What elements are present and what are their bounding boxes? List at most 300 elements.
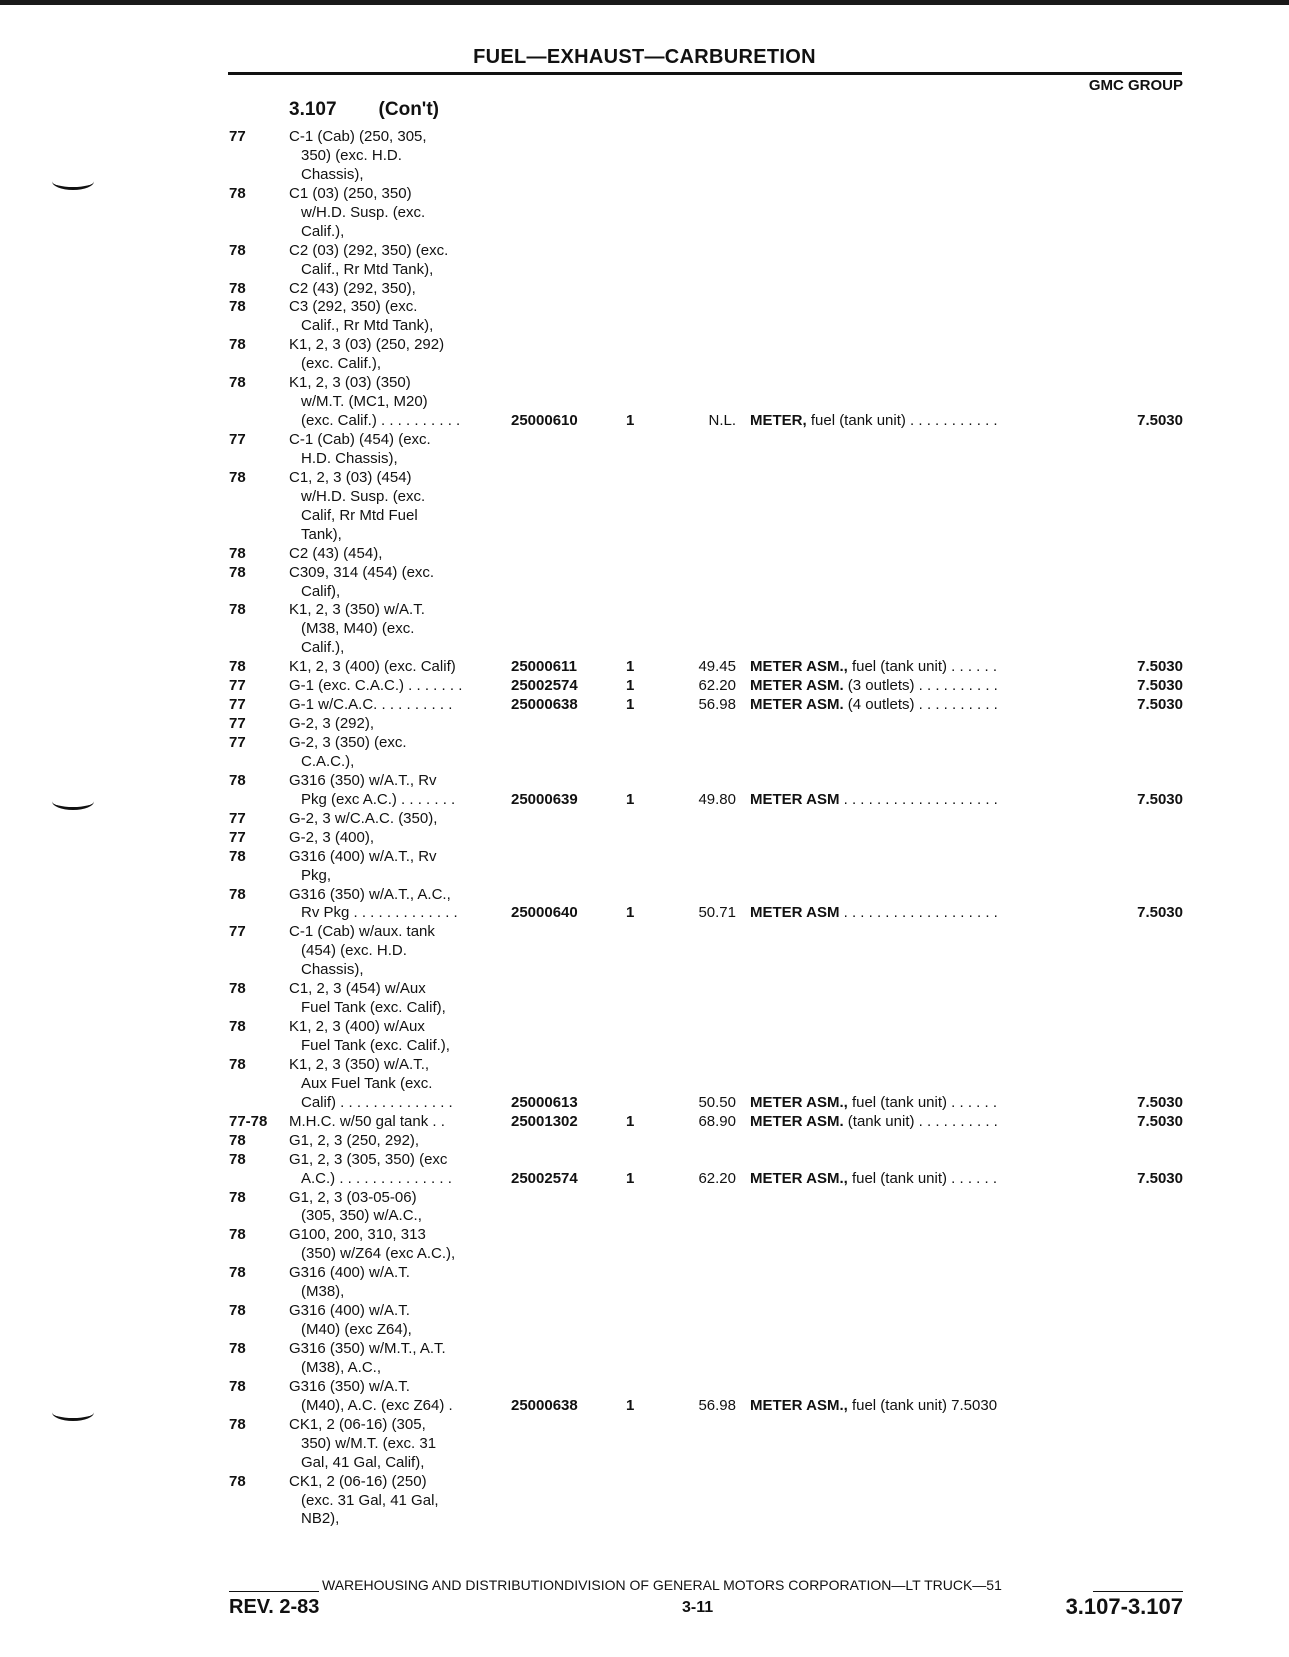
section-reference: 3.107-3.107 (1065, 1594, 1183, 1619)
model-year: 78 (229, 658, 246, 676)
entry-line (0, 1302, 1289, 1321)
entry-line (0, 564, 1289, 583)
group-number: 7.5030 (1137, 696, 1183, 714)
entry-line (0, 469, 1289, 488)
application-text: G316 (400) w/A.T., Rv (289, 847, 437, 865)
group-number: 7.5030 (1137, 412, 1183, 430)
application-text: (M38), (301, 1283, 345, 1301)
application-text: G316 (350) w/M.T., A.T. (289, 1340, 446, 1357)
part-number: 25002574 (511, 1169, 578, 1187)
model-year: 78 (229, 885, 246, 903)
model-year: 77 (229, 715, 246, 733)
parts-entry (0, 677, 1289, 696)
application-text: C-1 (Cab) (454) (exc. (289, 431, 431, 448)
application-text: G100, 200, 310, 313 (289, 1226, 426, 1244)
entry-line (0, 639, 1289, 658)
model-year: 77 (229, 734, 246, 751)
entry-line (0, 753, 1289, 772)
application-text: Pkg, (301, 866, 332, 884)
application-text: C309, 314 (454) (exc. (289, 563, 435, 581)
entry-line (0, 1245, 1289, 1264)
part-name: METER ASM. (750, 677, 844, 695)
entry-line (0, 1189, 1289, 1208)
entry-line (0, 1037, 1289, 1056)
entry-line (0, 412, 1289, 431)
part-detail: fuel (tank unit) . . . . . . . . . . . (806, 412, 998, 430)
page-title: FUEL—EXHAUST—CARBURETION (473, 46, 816, 68)
parts-entry (0, 374, 1289, 431)
entry-line (0, 904, 1289, 923)
entry-line (0, 147, 1289, 166)
entry-line (0, 658, 1289, 677)
list-price: 50.50 (698, 1093, 736, 1111)
application-text: C1 (03) (250, 350) (289, 184, 412, 202)
list-price: 50.71 (698, 904, 736, 922)
application-text: (exc. Calif.) . . . . . . . . . . (301, 412, 461, 430)
application-text: C2 (03) (292, 350) (exc. (289, 241, 449, 259)
application-text: Tank), (301, 525, 342, 543)
application-text: Calif.), (301, 639, 345, 657)
model-year: 78 (229, 1150, 246, 1168)
entry-line (0, 1056, 1289, 1075)
entry-line (0, 507, 1289, 526)
parts-entry (0, 280, 1289, 299)
parts-entry (0, 715, 1289, 734)
application-text: (305, 350) w/A.C., (301, 1207, 422, 1225)
model-year: 78 (229, 980, 246, 998)
entry-line (0, 677, 1289, 696)
entry-line (0, 942, 1289, 961)
application-text: Calif), (301, 582, 341, 600)
list-price: 62.20 (698, 677, 736, 695)
part-number: 25000639 (511, 790, 578, 808)
application-text: G-2, 3 w/C.A.C. (350), (289, 809, 438, 827)
entry-line (0, 526, 1289, 545)
application-text: (454) (exc. H.D. (301, 942, 407, 960)
parts-entry (0, 1056, 1289, 1113)
part-description (750, 1397, 997, 1416)
application-text: NB2), (301, 1510, 340, 1528)
model-year: 78 (229, 1226, 246, 1244)
parts-entry (0, 829, 1289, 848)
model-year: 78 (229, 544, 246, 562)
model-year: 78 (229, 1472, 246, 1490)
quantity: 1 (626, 658, 635, 676)
model-year: 78 (229, 468, 246, 486)
parts-entry (0, 336, 1289, 374)
application-text: G316 (400) w/A.T. (289, 1264, 410, 1282)
model-year: 78 (229, 184, 246, 202)
model-year: 77 (229, 828, 246, 846)
parts-entry (0, 545, 1289, 564)
entry-line (0, 1435, 1289, 1454)
list-price: 68.90 (698, 1112, 736, 1130)
application-text: Fuel Tank (exc. Calif), (301, 999, 446, 1017)
list-price: 49.80 (698, 790, 736, 808)
application-text: K1, 2, 3 (03) (350) (289, 374, 411, 392)
model-year: 78 (229, 1377, 246, 1395)
application-text: C.A.C.), (301, 752, 355, 770)
entry-line (0, 999, 1289, 1018)
model-year: 78 (229, 279, 246, 297)
application-text: K1, 2, 3 (03) (250, 292) (289, 336, 445, 354)
entry-line (0, 1170, 1289, 1189)
application-text: G-1 w/C.A.C. . . . . . . . . . (289, 696, 453, 714)
application-text: C2 (43) (292, 350), (289, 279, 416, 297)
part-detail: . . . . . . . . . . . . . . . . . . . (839, 790, 998, 808)
part-name: METER ASM. (750, 696, 844, 714)
parts-entry (0, 734, 1289, 772)
entry-line (0, 829, 1289, 848)
entry-line (0, 1340, 1289, 1359)
part-description (750, 677, 998, 696)
application-text: G316 (350) w/A.T., A.C., (289, 885, 451, 903)
quantity: 1 (626, 677, 635, 695)
application-text: M.H.C. w/50 gal tank . . (289, 1112, 445, 1130)
parts-entry (0, 298, 1289, 336)
entry-line (0, 715, 1289, 734)
part-number: 25000638 (511, 696, 578, 714)
application-text: G316 (400) w/A.T. (289, 1302, 410, 1320)
application-text: (M38, M40) (exc. (301, 620, 415, 638)
part-description (750, 1094, 997, 1113)
part-name: METER ASM., (750, 1093, 848, 1111)
entry-line (0, 242, 1289, 261)
entry-line (0, 1510, 1289, 1529)
parts-entry (0, 980, 1289, 1018)
quantity: 1 (626, 1396, 635, 1414)
application-text: w/H.D. Susp. (exc. (301, 487, 426, 505)
parts-entry (0, 1226, 1289, 1264)
part-number: 25000611 (511, 658, 577, 676)
model-year: 78 (229, 298, 246, 316)
part-number: 25001302 (511, 1112, 578, 1130)
model-year: 78 (229, 1018, 246, 1036)
application-text: C3 (292, 350) (exc. (289, 298, 418, 316)
application-text: G-1 (exc. C.A.C.) . . . . . . . (289, 677, 463, 695)
entry-line (0, 355, 1289, 374)
group-number: 7.5030 (1137, 790, 1183, 808)
part-detail: fuel (tank unit) . . . . . . (847, 1169, 998, 1187)
model-year: 78 (229, 336, 246, 354)
application-text: CK1, 2 (06-16) (250) (289, 1472, 427, 1490)
entry-line (0, 601, 1289, 620)
application-text: A.C.) . . . . . . . . . . . . . . (301, 1169, 452, 1187)
application-text: Calif., Rr Mtd Tank), (301, 260, 434, 278)
entry-line (0, 696, 1289, 715)
quantity: 1 (626, 790, 635, 808)
footer-rule-left (229, 1591, 319, 1592)
entry-line (0, 393, 1289, 412)
parts-entry (0, 128, 1289, 185)
part-detail: (4 outlets) . . . . . . . . . . (843, 696, 998, 714)
model-year: 78 (229, 601, 246, 619)
section-continued: (Con't) (378, 99, 439, 120)
model-year: 77 (229, 677, 246, 695)
parts-entry (0, 601, 1289, 658)
application-text: G-2, 3 (400), (289, 828, 375, 846)
application-text: w/H.D. Susp. (exc. (301, 203, 426, 221)
entry-line (0, 1321, 1289, 1340)
group-number: 7.5030 (1137, 1093, 1183, 1111)
list-price: N.L. (708, 412, 736, 430)
part-number: 25000610 (511, 412, 578, 430)
parts-entry (0, 1264, 1289, 1302)
model-year: 78 (229, 563, 246, 581)
entry-line (0, 336, 1289, 355)
entry-line (0, 1075, 1289, 1094)
group-number: 7.5030 (1137, 1112, 1183, 1130)
application-text: K1, 2, 3 (350) w/A.T. (289, 601, 425, 619)
application-text: Calif., Rr Mtd Tank), (301, 317, 434, 335)
application-text: C1, 2, 3 (454) w/Aux (289, 980, 426, 998)
application-text: Calif, Rr Mtd Fuel (301, 506, 418, 524)
parts-entry (0, 564, 1289, 602)
application-text: CK1, 2 (06-16) (305, (289, 1415, 426, 1433)
model-year: 78 (229, 1188, 246, 1206)
entry-line (0, 886, 1289, 905)
application-text: G1, 2, 3 (250, 292), (289, 1131, 420, 1149)
part-description (750, 412, 998, 431)
parts-entry (0, 1416, 1289, 1473)
model-year: 78 (229, 1302, 246, 1320)
entry-line (0, 1378, 1289, 1397)
group-number: 7.5030 (1137, 658, 1183, 676)
entry-line (0, 1226, 1289, 1245)
part-number: 25000613 (511, 1093, 578, 1111)
entry-line (0, 1416, 1289, 1435)
quantity: 1 (626, 696, 635, 714)
application-text: Fuel Tank (exc. Calif.), (301, 1037, 450, 1054)
application-text: (exc. Calif.), (301, 355, 382, 373)
list-price: 62.20 (698, 1169, 736, 1187)
group-number: 7.5030 (1137, 1169, 1183, 1187)
entry-line (0, 261, 1289, 280)
group-label: GMC GROUP (1088, 77, 1183, 94)
part-detail: (3 outlets) . . . . . . . . . . (843, 677, 998, 695)
part-name: METER ASM., (750, 658, 848, 676)
list-price: 56.98 (698, 696, 736, 714)
parts-entry (0, 886, 1289, 924)
section-number: 3.107 (289, 99, 337, 120)
part-description (750, 1113, 998, 1132)
entry-line (0, 1264, 1289, 1283)
parts-entry (0, 810, 1289, 829)
entry-line (0, 450, 1289, 469)
footer-org: WAREHOUSING AND DISTRIBUTIONDIVISION OF GENERAL MOTORS CORPORATION—LT TRUCK—51 (322, 1577, 1002, 1593)
application-text: K1, 2, 3 (350) w/A.T., (289, 1055, 430, 1073)
application-text: Calif.), (301, 222, 345, 240)
part-description (750, 904, 998, 923)
quantity: 1 (626, 904, 635, 922)
model-year: 78 (229, 847, 246, 865)
entry-line (0, 772, 1289, 791)
model-year: 78 (229, 1131, 246, 1149)
part-name: METER ASM (750, 904, 840, 922)
parts-entry (0, 185, 1289, 242)
application-text: G-2, 3 (292), (289, 715, 375, 733)
application-text: G1, 2, 3 (03-05-06) (289, 1188, 417, 1206)
parts-entry (0, 696, 1289, 715)
application-text: Chassis), (301, 165, 364, 183)
entry-line (0, 374, 1289, 393)
parts-entry (0, 1113, 1289, 1132)
entry-line (0, 620, 1289, 639)
entry-line (0, 1454, 1289, 1473)
parts-entry (0, 658, 1289, 677)
application-text: K1, 2, 3 (400) (exc. Calif) (289, 658, 456, 676)
entry-line (0, 583, 1289, 602)
application-text: C2 (43) (454), (289, 544, 383, 562)
application-text: (exc. 31 Gal, 41 Gal, (301, 1491, 439, 1509)
parts-entry (0, 1473, 1289, 1530)
entry-line (0, 1283, 1289, 1302)
entry-line (0, 1151, 1289, 1170)
entry-line (0, 1492, 1289, 1511)
revision-label: REV. 2-83 (229, 1596, 320, 1618)
quantity: 1 (626, 412, 635, 430)
model-year: 77 (229, 923, 246, 941)
application-text: (M40), A.C. (exc Z64) . (301, 1396, 453, 1414)
part-detail: fuel (tank unit) . . . . . . (847, 1093, 998, 1111)
parts-entry (0, 848, 1289, 886)
application-text: w/M.T. (MC1, M20) (301, 393, 428, 411)
parts-entry (0, 1189, 1289, 1227)
entry-line (0, 185, 1289, 204)
entry-line (0, 1094, 1289, 1113)
part-name: METER ASM (750, 790, 840, 808)
model-year: 77 (229, 128, 246, 145)
part-description (750, 696, 998, 715)
entry-line (0, 1359, 1289, 1378)
list-price: 56.98 (698, 1396, 736, 1414)
section-heading (289, 99, 439, 121)
parts-entry (0, 469, 1289, 545)
application-text: C1, 2, 3 (03) (454) (289, 468, 412, 486)
application-text: Pkg (exc A.C.) . . . . . . . (301, 790, 456, 808)
entry-line (0, 488, 1289, 507)
quantity: 1 (626, 1112, 635, 1130)
parts-entry (0, 1302, 1289, 1340)
part-name: METER ASM., (750, 1396, 848, 1414)
application-text: K1, 2, 3 (400) w/Aux (289, 1018, 425, 1036)
application-text: Rv Pkg . . . . . . . . . . . . . (301, 904, 458, 922)
model-year: 77 (229, 809, 246, 827)
application-text: Aux Fuel Tank (exc. (301, 1074, 433, 1092)
application-text: H.D. Chassis), (301, 449, 398, 467)
application-text: 350) w/M.T. (exc. 31 (301, 1434, 437, 1452)
entry-line (0, 1397, 1289, 1416)
quantity: 1 (626, 1169, 635, 1187)
part-description (750, 658, 997, 677)
entry-line (0, 223, 1289, 242)
entry-line (0, 298, 1289, 317)
footer-rule-right (1093, 1591, 1183, 1592)
entry-line (0, 280, 1289, 299)
entry-line (0, 961, 1289, 980)
entry-line (0, 545, 1289, 564)
part-number: 25000640 (511, 904, 578, 922)
application-text: G-2, 3 (350) (exc. (289, 734, 407, 751)
parts-entry (0, 1018, 1289, 1056)
parts-entry (0, 431, 1289, 469)
group-number: 7.5030 (1137, 904, 1183, 922)
application-text: Chassis), (301, 961, 364, 979)
application-text: Calif) . . . . . . . . . . . . . . (301, 1093, 453, 1111)
entry-line (0, 166, 1289, 185)
application-text: (M40) (exc Z64), (301, 1321, 412, 1339)
model-year: 78 (229, 241, 246, 259)
entry-line (0, 1473, 1289, 1492)
part-detail: fuel (tank unit) 7.5030 (847, 1396, 998, 1414)
entry-line (0, 810, 1289, 829)
part-name: METER, (750, 412, 807, 430)
group-number: 7.5030 (1137, 677, 1183, 695)
entry-line (0, 867, 1289, 886)
header-rule (228, 72, 1182, 75)
entry-line (0, 128, 1289, 147)
part-number: 25000638 (511, 1396, 578, 1414)
entry-line (0, 1018, 1289, 1037)
page-number: 3-11 (682, 1599, 714, 1616)
model-year: 78 (229, 1415, 246, 1433)
application-text: (350) w/Z64 (exc A.C.), (301, 1245, 456, 1263)
top-border (0, 0, 1289, 5)
application-text: G316 (350) w/A.T., Rv (289, 771, 437, 789)
entry-line (0, 923, 1289, 942)
parts-entry (0, 772, 1289, 810)
parts-entry (0, 1340, 1289, 1378)
parts-entry (0, 242, 1289, 280)
part-detail: . . . . . . . . . . . . . . . . . . . (839, 904, 998, 922)
model-year: 77-78 (229, 1112, 268, 1130)
model-year: 78 (229, 1340, 246, 1357)
model-year: 78 (229, 1264, 246, 1282)
model-year: 78 (229, 374, 246, 392)
part-description (750, 791, 998, 810)
model-year: 77 (229, 431, 246, 448)
entry-line (0, 1207, 1289, 1226)
application-text: C-1 (Cab) w/aux. tank (289, 923, 435, 941)
parts-entry (0, 1151, 1289, 1189)
parts-entry (0, 923, 1289, 980)
entry-line (0, 204, 1289, 223)
model-year: 78 (229, 771, 246, 789)
entry-line (0, 734, 1289, 753)
application-text: C-1 (Cab) (250, 305, (289, 128, 427, 145)
parts-list (0, 128, 1289, 1529)
application-text: (M38), A.C., (301, 1358, 382, 1376)
model-year: 77 (229, 696, 246, 714)
entry-line (0, 431, 1289, 450)
part-name: METER ASM. (750, 1112, 844, 1130)
part-number: 25002574 (511, 677, 578, 695)
parts-entry (0, 1378, 1289, 1416)
entry-line (0, 1132, 1289, 1151)
parts-entry (0, 1132, 1289, 1151)
model-year: 78 (229, 1055, 246, 1073)
application-text: G316 (350) w/A.T. (289, 1377, 410, 1395)
application-text: 350) (exc. H.D. (301, 146, 402, 164)
part-name: METER ASM., (750, 1169, 848, 1187)
entry-line (0, 317, 1289, 336)
list-price: 49.45 (698, 658, 736, 676)
part-detail: fuel (tank unit) . . . . . . (847, 658, 998, 676)
application-text: G1, 2, 3 (305, 350) (exc (289, 1150, 448, 1168)
application-text: Gal, 41 Gal, Calif), (301, 1453, 425, 1471)
part-detail: (tank unit) . . . . . . . . . . (843, 1112, 998, 1130)
entry-line (0, 1113, 1289, 1132)
